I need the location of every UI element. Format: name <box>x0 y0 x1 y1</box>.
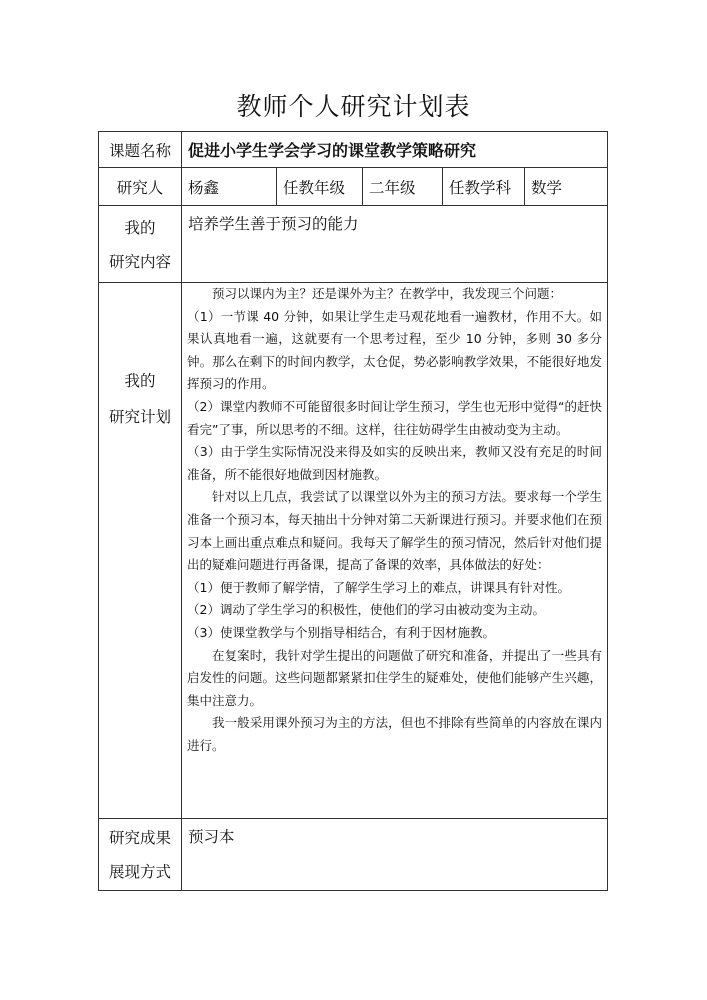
topic-row <box>99 132 608 168</box>
grade-label: 任教年级 <box>277 168 363 206</box>
result-label-line1: 研究成果 <box>108 829 171 847</box>
plan-label <box>99 283 182 819</box>
research-plan-table <box>98 131 608 891</box>
plan-paragraph: 我一般采用课外预习为主的方法，但也不排除有些简单的内容放在课内进行。 <box>187 715 603 753</box>
plan-body <box>182 283 608 819</box>
result-label <box>99 819 182 891</box>
result-value: 预习本 <box>182 819 608 891</box>
plan-paragraph: （1）便于教师了解学情，了解学生学习上的难点，讲课具有针对性。 <box>187 579 570 595</box>
content-label-line2: 研究内容 <box>108 253 171 271</box>
plan-paragraph: （2）调动了学生学习的积极性，使他们的学习由被动变为主动。 <box>187 602 545 618</box>
researcher-row <box>99 168 608 206</box>
plan-paragraph: （1）一节课 40 分钟，如果让学生走马观花地看一遍教材，作用不大。如果认真地看一遍，这就要有一个思考过程，至少 10 分钟，多则 30 多分钟。那么在剩下的时间内教学，太仓促，势必影响教学效果，不能很好地发挥预习的作用。 <box>187 308 603 392</box>
topic-value: 促进小学生学会学习的课堂教学策略研究 <box>182 132 608 168</box>
content-label <box>99 206 182 283</box>
topic-label: 课题名称 <box>99 132 182 168</box>
plan-label-line1: 我的 <box>124 372 156 390</box>
content-row <box>99 206 608 283</box>
plan-label-line2: 研究计划 <box>108 408 171 426</box>
subject-value: 数学 <box>525 168 608 206</box>
plan-row <box>99 283 608 819</box>
grade-value: 二年级 <box>363 168 443 206</box>
result-label-line2: 展现方式 <box>108 863 171 881</box>
subject-label: 任教学科 <box>443 168 525 206</box>
plan-paragraph: 在复案时，我针对学生提出的问题做了研究和准备，并提出了一些具有启发性的问题。这些问题都紧紧扣住学生的疑难处，使他们能够产生兴趣，集中注意力。 <box>187 647 603 708</box>
content-value: 培养学生善于预习的能力 <box>182 206 608 283</box>
document-title: 教师个人研究计划表 <box>236 92 471 121</box>
plan-paragraph: 预习以课内为主？还是课外为主？在教学中，我发现三个问题： <box>212 286 563 301</box>
researcher-label: 研究人 <box>99 168 182 206</box>
plan-paragraph: （2）课堂内教师不可能留很多时间让学生预习，学生也无形中觉得“的赶快看完”了事，所以思考的不细。这样，往往妨碍学生由被动变为主动。 <box>187 398 603 437</box>
result-row <box>99 819 608 891</box>
plan-paragraph: （3）由于学生实际情况没来得及如实的反映出来，教师又没有充足的时间准备，所不能很好地做到因材施教。 <box>187 444 603 482</box>
plan-paragraph: （3）使课堂教学与个别指导相结合，有利于因材施教。 <box>187 624 495 640</box>
plan-paragraph: 针对以上几点，我尝试了以课堂以外为主的预习方法。要求每一个学生准备一个预习本，每天抽出十分钟对第二天新课进行预习。并要求他们在预习本上画出重点难点和疑问。我每天了解学生的预习情况，然后针对他们提出的疑难问题进行再备课，提高了备课的效率，具体做法的好处： <box>187 489 603 573</box>
researcher-name: 杨鑫 <box>182 168 277 206</box>
content-label-line1: 我的 <box>124 219 156 237</box>
